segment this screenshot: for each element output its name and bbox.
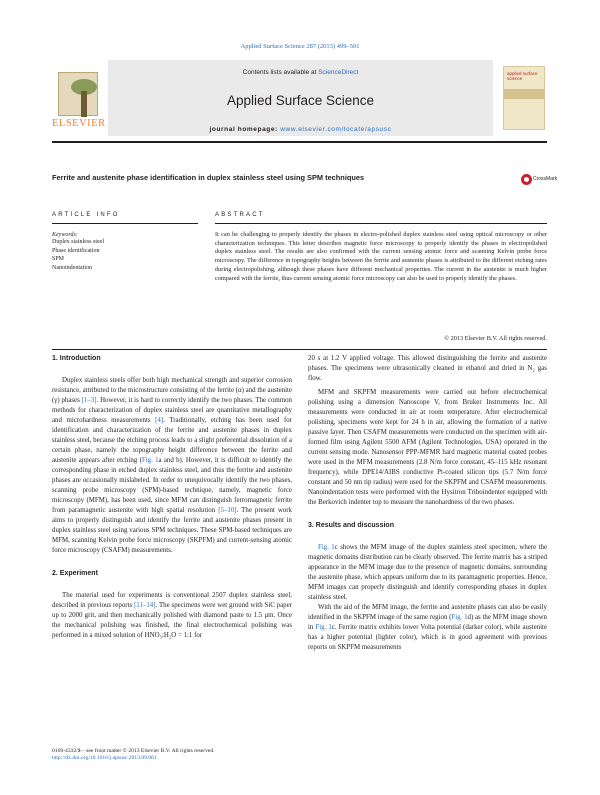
experiment-continued-paragraph: 20 s at 1.2 V applied voltage. This allowed distinguishing the ferrite and austenite phases. The specimens were ultrasonically cleaned in ethanol and dried in N₂ gas flow. [308,355,547,382]
copyright-notice: © 2013 Elsevier B.V. All rights reserved. [444,335,547,342]
cover-title: applied surface science [507,71,538,81]
citation-link[interactable]: [4] [155,417,164,424]
experiment-methods-paragraph: MFM and SKPFM measurements were carried out before electrochemical polishing using a dimension Nanoscope V, from Bruker Instruments Inc. All measurements were conducted in air at room temperature. After electrochemical polishing, specimens were kept for 24 h in air, allowing the formation of a native passive layer. Then CSAFM measurements were conducted on the specimen with air-formed film using Agilent 5500 AFM (Agilent Technologies, USA) operated in the current sensing mode. Nanosensor PPP-MFMR hard magnetic material coated probes were used in the MFM measurements (2.8 N/m force constant, 45–115 kHz resonant frequency), while DPE14/AIBS conductive Pt-coated silicon tips (5.7 N/m force constant and 50 nm tip radius) were used for the SKPFM and CSAFM measurements. Nanoindentation tests were performed with the Hysitron Triboindenter equipped with the Berkovich indenter top to measure the nanohardness of the two phases. [308,389,547,506]
keyword-item: Phase identification [52,247,100,254]
keyword-item: Duplex stainless steel [52,239,104,245]
article-info-rule [52,223,198,224]
results-heading: 3. Results and discussion [308,522,394,529]
elsevier-logo [52,70,106,132]
homepage-link[interactable]: www.elsevier.com/locate/apsusc [280,126,392,133]
abstract-text: It can be challenging to properly identify the phases in electro-polished duplex stainless steel using optical microscopy or other characterization techniques. This letter describes magnetic force microscopy to properly identify the phases in electropolished duplex stainless steel. The results are also confirmed with the current sensing atomic force and scanning Kelvin probe force microscopy. The difference in topography heights between the ferrite and austenite phases is attributed to the different etching rates during electropolishing, although these phases have different mechanical properties. The current in the austenite is much higher compared with the ferrite, thus current sensing atomic force microscopy can also be used to properly identify the phases. [215,231,547,282]
left-column [52,354,292,641]
figure-link[interactable]: Fig. 1 [315,624,332,631]
elsevier-tree-icon [58,72,98,116]
introduction-paragraph: Duplex stainless steels offer both high mechanical strength and superior corrosion resistance, attributed to the microstructure consisting of the ferrite (α) and the austenite (γ) phases [1–3]. However, it is hard to correctly identify the two phases. The common methods for characterization of duplex stainless steel are quantitative metallography and microhardness measurements [4]. Traditionally, etching has been used for identification and characterization of the ferrite and austenite phases in duplex stainless steel, because the etching process leads to a slight preferential dissolution of a certain phase, namely the topography height difference between the ferrite and austenite appears after etching (Fig. 1a and b). However, it is difficult to identify the corresponding phase in etched duplex stainless steel, and thus the ferrite and austenite phases are occasionally mislabeled. In order to unequivocally identify the two phases, scanning probe microscopy (SPM)-based technique, namely, magnetic force microscopy (MFM), has been used, since MFM can distinguish ferromagnetic ferrite from paramagnetic austenite with high spatial resolution [5–10]. The present work aims to properly distinguish and identify the ferrite and austenite phases present in duplex stainless steel using various SPM techniques. These SPM-based techniques are MFM, scanning Kelvin probe force microscopy (SKPFM) and current-sensing atomic force microscopy (CSAFM) measurements. [52,377,293,554]
issn-line: 0169-4332/$ – see front matter © 2013 Elsevier B.V. All rights reserved. [52,748,215,754]
crossmark-badge[interactable] [521,174,558,194]
introduction-heading: 1. Introduction [52,355,101,362]
abstract-rule [215,223,547,224]
footer [52,748,292,763]
journal-title: Applied Surface Science [226,93,375,108]
homepage-line [108,126,493,133]
keywords-label: Keywords: [52,232,78,238]
results-paragraph: Fig. 1c shows the MFM image of the duplex stainless steel specimen, where the magnetic domains distribution can be clearly observed. The ferrite matrix has a striped appearance in the MFM image due to the presence of magnetic domains, surrounding the austenite phase, which appears uniform due to its paramagnetic properties. Hence, MFM images can properly distinguish and identify corresponding phases in duplex stainless steel. [308,544,547,601]
figure-link[interactable]: Fig. 1 [141,457,159,464]
publisher-name: ELSEVIER [52,118,106,129]
abstract-bottom-rule [52,349,547,350]
abstract-heading: ABSTRACT [215,212,265,218]
citation-link[interactable]: [1–3] [81,397,97,404]
citation-link[interactable]: [5–10] [218,507,237,514]
figure-link[interactable]: Fig. 1 [318,544,335,551]
sciencedirect-link[interactable]: ScienceDirect [318,69,359,76]
article-info-heading: ARTICLE INFO [52,212,120,218]
keyword-item: Nanoindentation [52,264,92,271]
doi-link[interactable]: http://dx.doi.org/10.1016/j.apsusc.2013.09.061 [52,755,157,762]
results-paragraph: With the aid of the MFM image, the ferrite and austenite phases can also be easily identified in the SKPFM image of the same region (Fig. 1d) as the MFM image shown in Fig. 1c. Ferrite matrix exhibits lower Volta potential (darker color), while austenite has a higher potential (lighter color), which is in good agreement with previous reports on SKPFM measurements [308,604,547,651]
article-title: Ferrite and austenite phase identification in duplex stainless steel using SPM techniques [52,173,365,182]
figure-link[interactable]: Fig. 1 [451,614,468,621]
keywords-block [52,232,198,272]
experiment-paragraph: The material used for experiments is conventional 2507 duplex stainless steel, described in previous reports [11–14]. The specimens were wet ground with SiC paper up to 2000 grit, and then mechanically polished with diamond paste to 1.5 μm. Once the mechanical polishing was finished, the final electrochemical polishing was performed in a mixed solution of HNO₃:H₂O = 1:1 for [52,592,292,639]
journal-header [108,60,493,136]
journal-reference[interactable]: Applied Surface Science 287 (2013) 499–501 [240,43,360,50]
header-divider [52,141,547,143]
crossmark-icon [521,174,532,185]
experiment-heading: 2. Experiment [52,570,98,577]
citation-link[interactable]: [11–14] [133,602,156,609]
homepage-prefix: journal homepage: [209,126,281,133]
journal-cover-thumbnail [503,66,545,130]
contents-prefix: Contents lists available at [242,69,319,76]
contents-line [108,69,493,76]
keyword-item: SPM [52,256,65,263]
right-column [308,354,547,653]
crossmark-label: CrossMark [533,176,558,182]
